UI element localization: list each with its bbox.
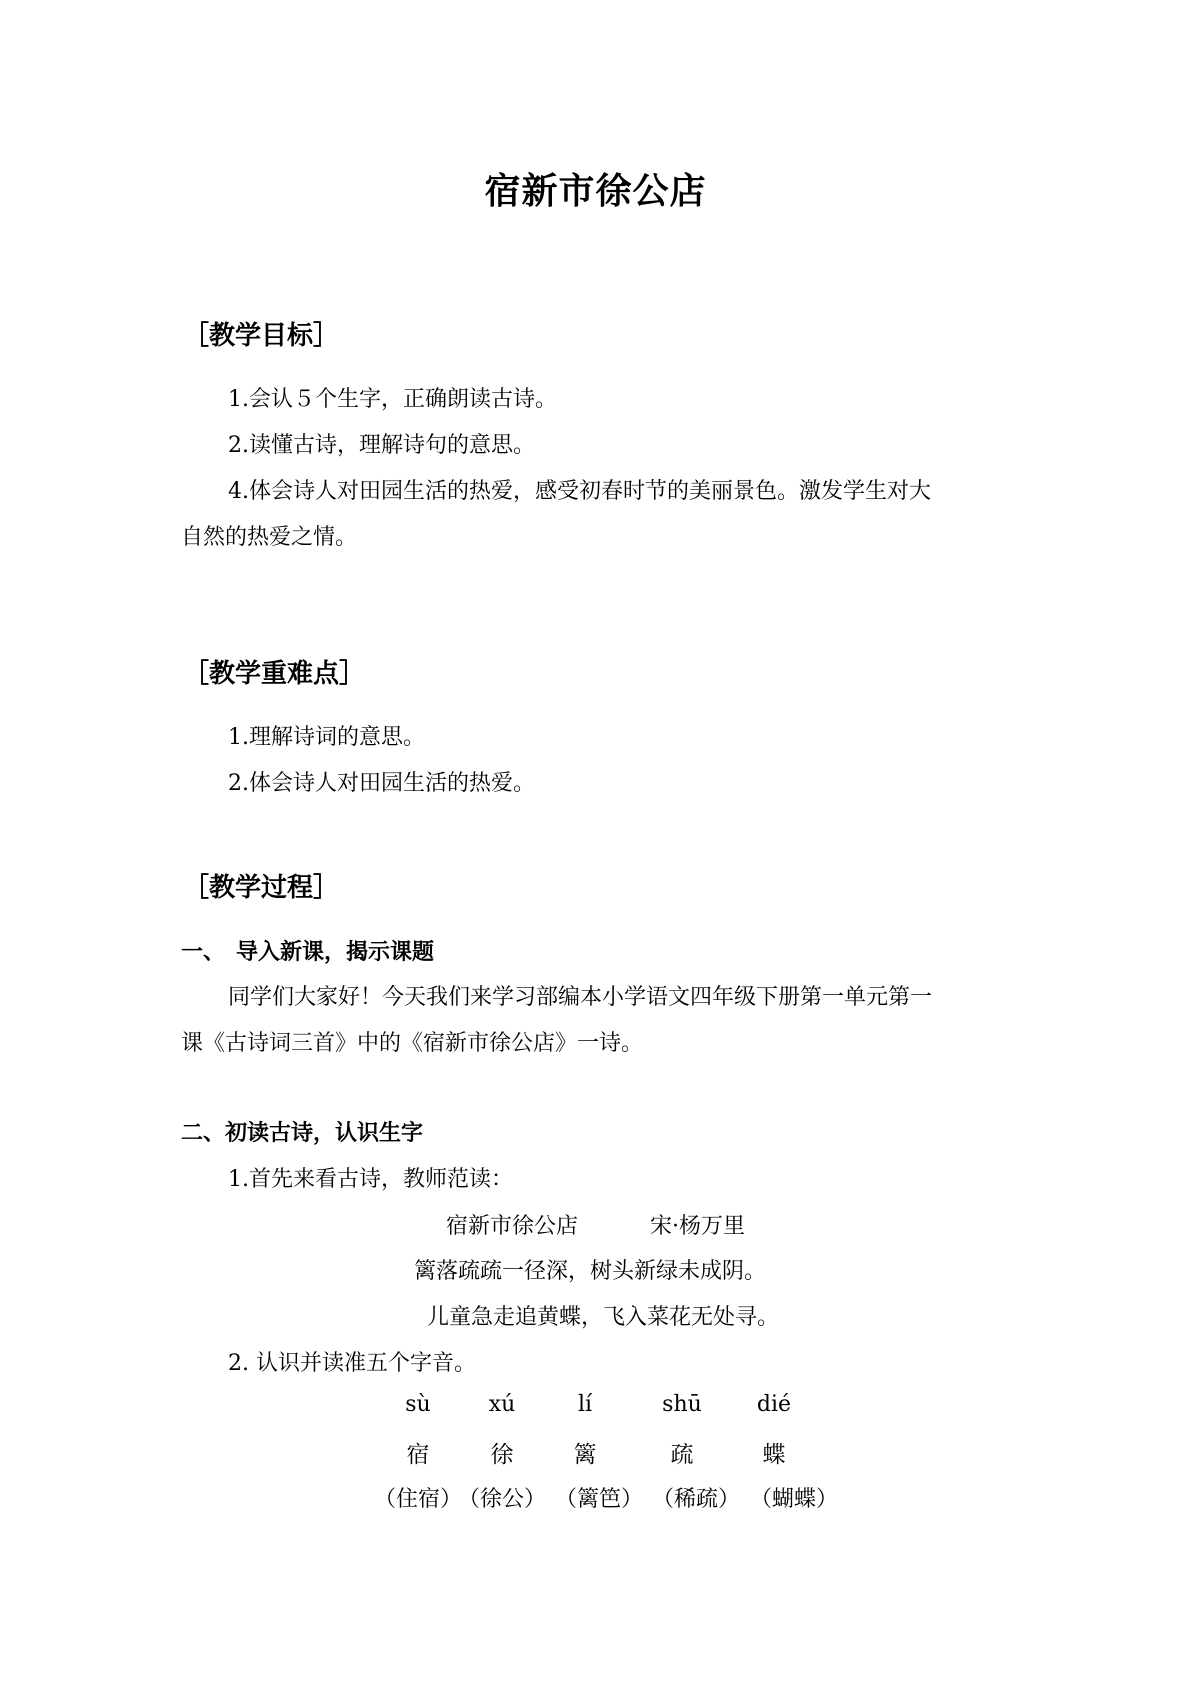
character: 疏 [670, 1442, 694, 1468]
objectives-heading: ［教学目标］ [183, 321, 340, 351]
character: 徐 [490, 1442, 514, 1468]
character: 宿 [406, 1442, 430, 1468]
part2-step2: 2. 认识并读准五个字音。 [228, 1351, 476, 1376]
pinyin: lí [577, 1392, 593, 1417]
pinyin: shū [662, 1392, 702, 1417]
poem-author: 宋·杨万里 [650, 1214, 745, 1239]
pinyin: xú [488, 1392, 516, 1417]
objective-item: 2.读懂古诗，理解诗句的意思。 [228, 433, 535, 458]
process-heading: ［教学过程］ [183, 873, 340, 903]
part2-step1: 1.首先来看古诗，教师范读： [228, 1167, 513, 1192]
poem-title: 宿新市徐公店 [446, 1214, 579, 1239]
word: （稀疏） [651, 1487, 740, 1512]
poem-line: 儿童急走追黄蝶，飞入菜花无处寻。 [427, 1305, 780, 1330]
word: （住宿） [373, 1487, 462, 1512]
objective-item: 1.会认５个生字，正确朗读古诗。 [228, 387, 557, 412]
character: 蝶 [762, 1442, 786, 1468]
part2-heading: 二、初读古诗，认识生字 [181, 1121, 424, 1146]
character: 篱 [573, 1442, 597, 1468]
part1-heading: 一、 导入新课，揭示课题 [181, 940, 435, 965]
part1-text-continued: 课《古诗词三首》中的《宿新市徐公店》一诗。 [181, 1031, 644, 1056]
objective-item: 4.体会诗人对田园生活的热爱，感受初春时节的美丽景色。激发学生对大 [228, 479, 931, 504]
word: （蝴蝶） [749, 1487, 838, 1512]
keypoint-item: 2.体会诗人对田园生活的热爱。 [228, 771, 535, 796]
pinyin: dié [756, 1392, 792, 1417]
word: （徐公） [457, 1487, 546, 1512]
poem-line: 篱落疏疏一径深，树头新绿未成阴。 [414, 1259, 767, 1284]
keypoints-heading: ［教学重难点］ [183, 659, 366, 689]
part1-text: 同学们大家好！今天我们来学习部编本小学语文四年级下册第一单元第一 [228, 985, 933, 1010]
pinyin: sù [405, 1392, 431, 1417]
objective-item-continued: 自然的热爱之情。 [181, 525, 358, 550]
keypoint-item: 1.理解诗词的意思。 [228, 725, 425, 750]
page-title: 宿新市徐公店 [484, 171, 707, 212]
word: （篱笆） [554, 1487, 643, 1512]
